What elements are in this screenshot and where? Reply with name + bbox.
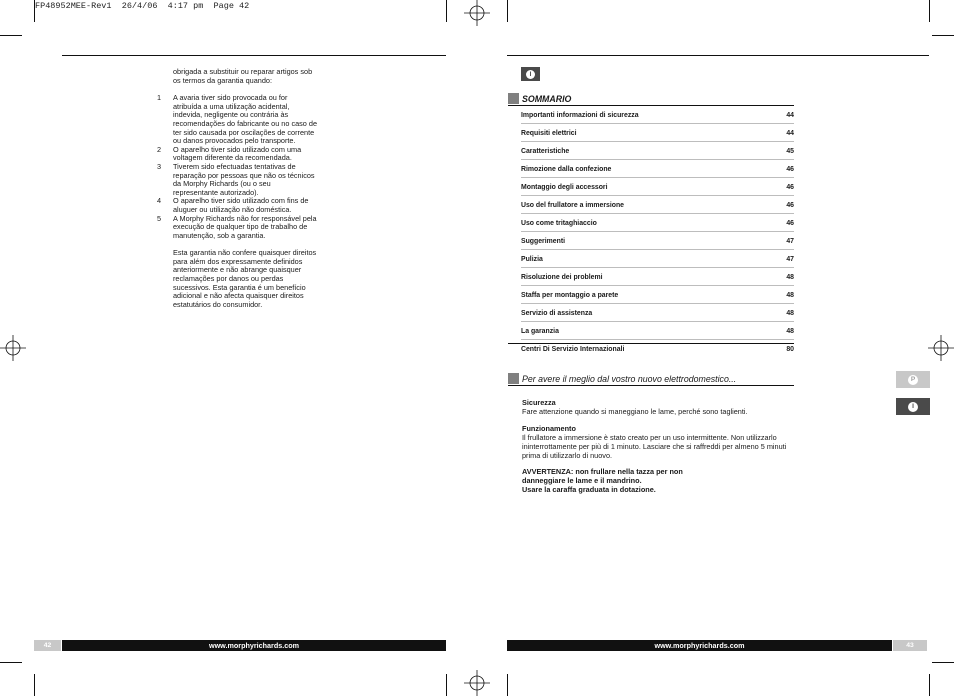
website-link-right[interactable]: www.morphyrichards.com: [507, 640, 892, 651]
toc-entry-title: La garanzia: [521, 327, 559, 335]
list-item-text: O aparelho tiver sido utilizado com fins de aluguer ou utilização não doméstica.: [173, 196, 309, 214]
toc-row[interactable]: [521, 124, 794, 142]
list-item-number: 4: [157, 196, 162, 206]
toc-row[interactable]: [521, 322, 794, 340]
printer-slug: FP48952MEE-Rev1 26/4/06 4:17 pm Page 42: [35, 1, 250, 11]
warranty-text-pt: [157, 68, 317, 309]
safety-text: Fare attenzione quando si maneggiano le lame, perché sono taglienti.: [522, 406, 748, 416]
website-link-left[interactable]: www.morphyrichards.com: [62, 640, 446, 651]
list-item-text: A avaria tiver sido provocada ou for atribuída a uma utilização acidental, indevida, negligente ou contrária às recomendações do fabricante ou no caso de ter sido causada por oscilações de corrente ou danos provocados pelo transporte.: [173, 93, 318, 146]
intro-rule: [508, 385, 794, 386]
crop-mark: [932, 662, 954, 663]
toc-row[interactable]: [521, 178, 794, 196]
crop-mark: [0, 662, 22, 663]
toc-entry-title: Uso come tritaghiaccio: [521, 219, 597, 227]
toc-entry-page: 48: [786, 327, 794, 335]
toc-row[interactable]: [521, 286, 794, 304]
toc-entry-page: 46: [786, 201, 794, 209]
registration-mark-icon: [0, 335, 26, 361]
toc-entry-page: 48: [786, 273, 794, 281]
function-text: Il frullatore a immersione è stato creato per un uso intermittente. Non utilizzarlo ininterrottamente per più di 1 minuto. Lasciare che si raffreddi per almeno 5 minuti prima di utilizzarlo di nuovo.: [522, 432, 787, 460]
toc-row[interactable]: [521, 304, 794, 322]
crop-mark: [929, 674, 930, 696]
registration-mark-icon: [928, 335, 954, 361]
toc-entry-title: Importanti informazioni di sicurezza: [521, 111, 639, 119]
toc-entry-title: Risoluzione dei problemi: [521, 273, 603, 281]
language-tab-letter: I: [908, 402, 918, 412]
toc-entry-title: Pulizia: [521, 255, 543, 263]
crop-mark: [929, 0, 930, 22]
crop-mark: [446, 0, 447, 22]
toc-row[interactable]: [521, 268, 794, 286]
toc-entry-page: 47: [786, 255, 794, 263]
registration-mark-icon: [464, 670, 490, 696]
toc-entry-title: Staffa per montaggio a parete: [521, 291, 619, 299]
warranty-intro: obrigada a substituir ou reparar artigos sob os termos da garantia quando:: [173, 67, 313, 85]
toc-entry-page: 48: [786, 291, 794, 299]
top-rule-right: [507, 55, 929, 56]
toc-entry-page: 80: [786, 345, 794, 353]
list-item: [157, 197, 317, 214]
list-item: [157, 94, 317, 146]
list-item-number: 5: [157, 213, 162, 223]
list-item-text: Tiverem sido efectuadas tentativas de reparação por pessoas que não os técnicos da Morphy Richards (ou o seu representante autorizado).: [173, 161, 315, 197]
table-of-contents: [521, 106, 794, 357]
list-item: [157, 215, 317, 241]
toc-entry-title: Servizio di assistenza: [521, 309, 593, 317]
list-item-text: A Morphy Richards não for responsável pela execução de qualquer tipo de trabalho de manutenção, sob a garantia.: [173, 213, 317, 240]
crop-mark: [34, 674, 35, 696]
intro-body: [522, 399, 802, 495]
toc-row[interactable]: [521, 142, 794, 160]
list-item-number: 1: [157, 93, 162, 103]
toc-entry-page: 46: [786, 183, 794, 191]
toc-bottom-rule: [508, 343, 794, 344]
top-rule-left: [62, 55, 446, 56]
toc-title: SOMMARIO: [522, 93, 572, 104]
registration-mark-icon: [464, 0, 490, 26]
function-heading: Funzionamento: [522, 423, 576, 433]
toc-entry-title: Caratteristiche: [521, 147, 570, 155]
list-item-number: 3: [157, 161, 162, 171]
crop-mark: [34, 0, 35, 22]
toc-entry-title: Montaggio degli accessori: [521, 183, 608, 191]
crop-mark: [507, 674, 508, 696]
crop-mark: [507, 0, 508, 22]
crop-mark: [932, 35, 954, 36]
page-number-left: 42: [34, 640, 61, 651]
toc-row[interactable]: [521, 196, 794, 214]
toc-entry-page: 46: [786, 165, 794, 173]
toc-entry-page: 48: [786, 309, 794, 317]
language-tab-letter: P: [908, 375, 918, 385]
toc-entry-title: Centri Di Servizio Internazionali: [521, 345, 625, 353]
toc-row[interactable]: [521, 106, 794, 124]
toc-row[interactable]: [521, 250, 794, 268]
list-item: [157, 163, 317, 197]
crop-mark: [446, 674, 447, 696]
language-badge-letter: I: [526, 70, 535, 79]
page-number-right: 43: [893, 640, 927, 651]
toc-entry-page: 47: [786, 237, 794, 245]
warning-line: AVVERTENZA: non frullare nella tazza per non: [522, 467, 683, 477]
warning-line: Usare la caraffa graduata in dotazione.: [522, 485, 656, 495]
toc-entry-title: Uso del frullatore a immersione: [521, 201, 625, 209]
crop-mark: [0, 35, 22, 36]
language-badge: [521, 67, 540, 81]
warranty-closing: Esta garantia não confere quaisquer direitos para além dos expressamente definidos anteriormente e não abrange quaisquer reclamações por danos ou perdas sucessivos. Esta garantia é um benefício adicional e não afecta quaisquer direitos estatutários do consumidor.: [173, 248, 317, 309]
toc-entry-title: Requisiti elettrici: [521, 129, 577, 137]
toc-entry-page: 44: [786, 111, 794, 119]
toc-entry-page: 45: [786, 147, 794, 155]
list-item-number: 2: [157, 144, 162, 154]
toc-entry-page: 44: [786, 129, 794, 137]
toc-row[interactable]: [521, 232, 794, 250]
toc-entry-page: 46: [786, 219, 794, 227]
language-tab-i[interactable]: [896, 398, 930, 415]
section-square-icon: [508, 373, 519, 384]
toc-row[interactable]: [521, 214, 794, 232]
toc-heading: [508, 93, 571, 104]
list-item-text: O aparelho tiver sido utilizado com uma voltagem diferente da recomendada.: [173, 144, 302, 163]
safety-heading: Sicurezza: [522, 398, 556, 407]
intro-title: Per avere il meglio dal vostro nuovo elettrodomestico...: [522, 373, 737, 384]
toc-entry-title: Rimozione dalla confezione: [521, 165, 612, 173]
language-tab-p[interactable]: [896, 371, 930, 388]
intro-heading: [508, 373, 736, 384]
warning-line: danneggiare le lame e il mandrino.: [522, 476, 642, 486]
toc-row[interactable]: [521, 160, 794, 178]
list-item: [157, 146, 317, 163]
section-square-icon: [508, 93, 519, 104]
toc-entry-title: Suggerimenti: [521, 237, 566, 245]
